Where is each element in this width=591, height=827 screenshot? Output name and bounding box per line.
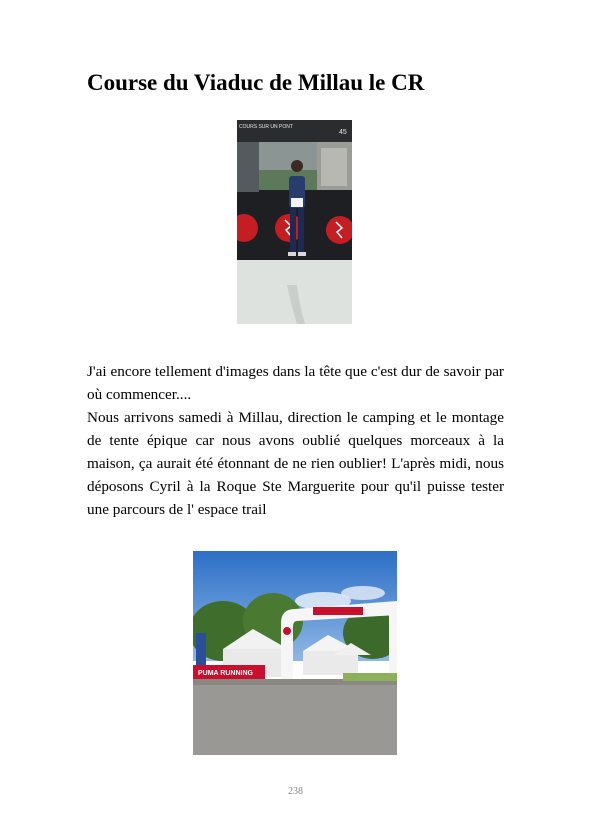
- finish-arch-photo: [193, 551, 397, 755]
- banner-text: PUMA RUNNING: [198, 670, 253, 677]
- page-number: 238: [288, 786, 303, 797]
- paragraph: Nous arrivons samedi à Millau, direction le camping et le montage de tente épique car nous avons oublié quelques morceaux à la maison, ça aurait été étonnant de ne rien oublier! L'après midi, nous déposons Cyril à la Roque Ste Marguerite pour qu'il puisse tester une parcours de l' espace trail: [87, 409, 504, 518]
- page-title: Course du Viaduc de Millau le CR: [87, 70, 425, 95]
- article-body: [87, 360, 504, 521]
- paragraph: J'ai encore tellement d'images dans la tête que c'est dur de savoir par où commencer....: [87, 363, 504, 403]
- runner-bib-photo-drawing: [237, 120, 352, 324]
- finish-arch-photo-drawing: [193, 551, 397, 755]
- banner-number: 45: [339, 129, 347, 136]
- banner-text: COURS SUR UN PONT: [239, 124, 293, 130]
- runner-bib-photo: [237, 120, 352, 324]
